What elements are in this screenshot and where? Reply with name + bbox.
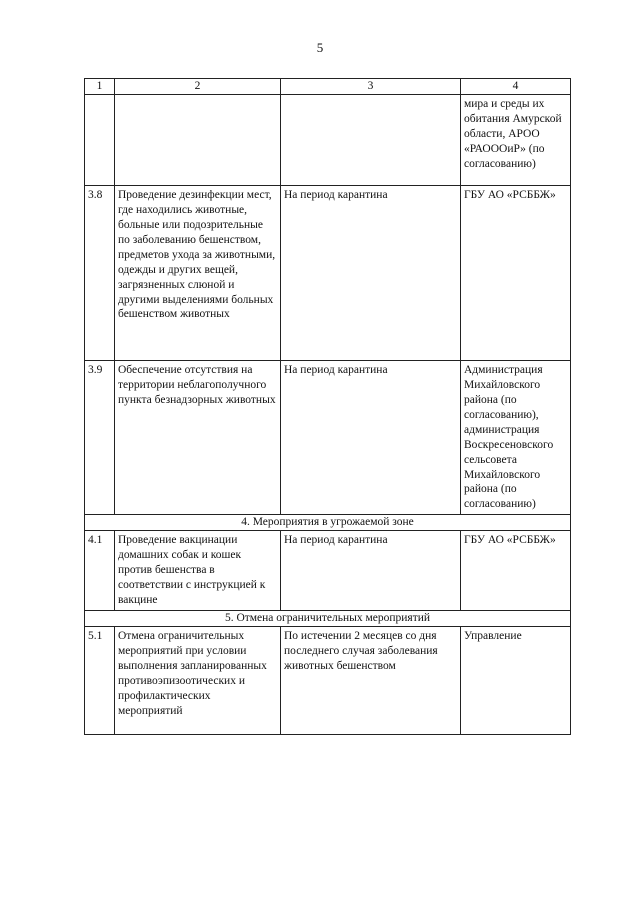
column-header: 2 <box>115 79 281 95</box>
table-row <box>85 94 571 185</box>
section-heading-row <box>85 610 571 626</box>
column-header: 3 <box>281 79 461 95</box>
responsible-cell: ГБУ АО «РСББЖ» <box>461 185 571 360</box>
measure-cell: Отмена ограничительных мероприятий при условии выполнения запланированных противоэпизоотических и профилактических мероприятий <box>115 626 281 734</box>
measure-cell: Проведение дезинфекции мест, где находились животные, больные или подозрительные по заболеванию бешенством, предметов ухода за животными, одежды и других вещей, загрязненных слюной и другими выделениями больных бешенством животных <box>115 185 281 360</box>
table-row <box>85 626 571 734</box>
period-cell: На период карантина <box>281 360 461 514</box>
table-row <box>85 360 571 514</box>
measure-cell: Проведение вакцинации домашних собак и кошек против бешенства в соответствии с инструкцией к вакцине <box>115 531 281 611</box>
responsible-cell: ГБУ АО «РСББЖ» <box>461 531 571 611</box>
period-cell: На период карантина <box>281 531 461 611</box>
section-heading: 4. Мероприятия в угрожаемой зоне <box>85 515 571 531</box>
section-heading-row <box>85 515 571 531</box>
period-cell <box>281 94 461 185</box>
period-cell: По истечении 2 месяцев со дня последнего случая заболевания животных бешенством <box>281 626 461 734</box>
column-header: 1 <box>85 79 115 95</box>
responsible-cell: Управление <box>461 626 571 734</box>
page-number: 5 <box>316 40 324 55</box>
section-heading: 5. Отмена ограничительных мероприятий <box>85 610 571 626</box>
item-number <box>85 94 115 185</box>
item-number: 5.1 <box>85 626 115 734</box>
item-number: 3.9 <box>85 360 115 514</box>
item-number: 3.8 <box>85 185 115 360</box>
table-header-row <box>85 79 571 95</box>
measures-table <box>84 78 571 735</box>
column-header: 4 <box>461 79 571 95</box>
responsible-cell: мира и среды их обитания Амурской области, АРОО «РАОООиР» (по согласованию) <box>461 94 571 185</box>
period-cell: На период карантина <box>281 185 461 360</box>
measure-cell <box>115 94 281 185</box>
table-row <box>85 185 571 360</box>
table-row <box>85 531 571 611</box>
measure-cell: Обеспечение отсутствия на территории неблагополучного пункта безнадзорных животных <box>115 360 281 514</box>
responsible-cell: Администрация Михайловского района (по согласованию), администрация Воскресеновского сельсовета Михайловского района (по согласованию) <box>461 360 571 514</box>
item-number: 4.1 <box>85 531 115 611</box>
